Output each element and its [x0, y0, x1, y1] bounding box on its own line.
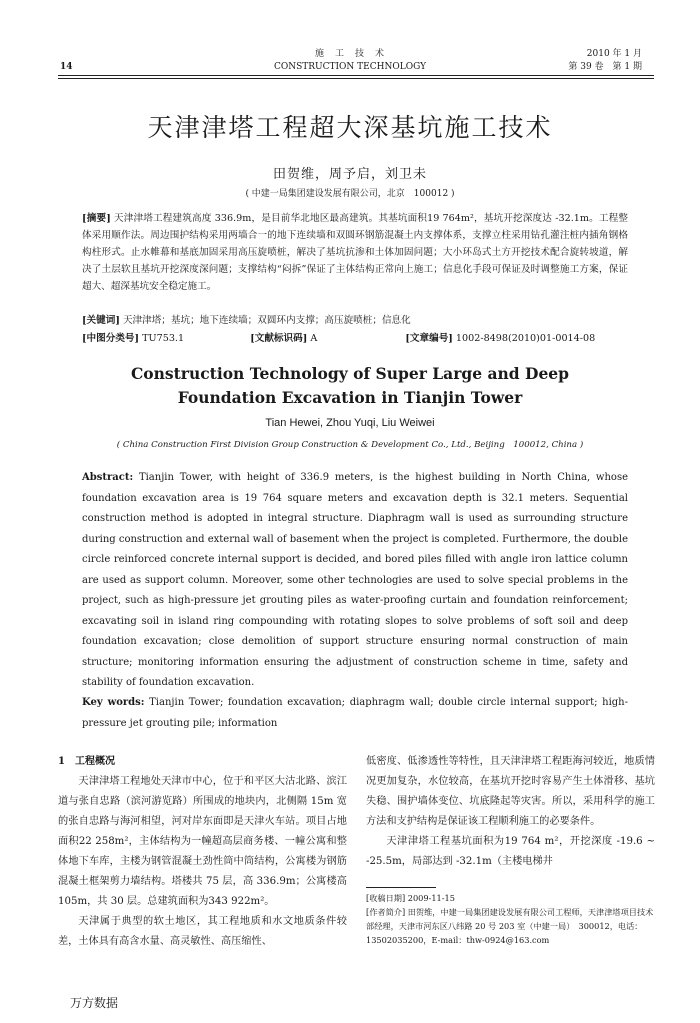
left-column — [58, 752, 347, 952]
keywords-zh-label: [关键词] — [82, 315, 120, 326]
footnote-received: [收稿日期] 2009-11-15 — [366, 893, 455, 903]
left-paragraph-2: 天津属于典型的软土地区，其工程地质和水文地质条件较差，土体具有高含水量、高灵敏性、高压缩性、 — [58, 916, 347, 947]
header-rule-thin — [58, 78, 654, 79]
authors-zh: 田贺维，周予启，刘卫未 — [272, 167, 427, 182]
doc-code-label: [文献标识码] — [250, 333, 308, 344]
watermark-text: 万方数据 — [70, 996, 119, 1010]
authors-en: Tian Hewei, Zhou Yuqi, Liu Weiwei — [265, 417, 435, 429]
right-column — [366, 752, 655, 872]
journal-name-en: CONSTRUCTION TECHNOLOGY — [273, 62, 427, 72]
abstract-en-text: Tianjin Tower, with height of 336.9 meters, is the highest building in North China, whose foundation excavation area is 19 764 square meters and excavation depth is 32.1 meters. Sequential construction method is adopted in integral structure. Diaphragm wall is used as surrounding structure during construction and external wall of basement when the project is completed. Furthermore, the double circle reinforced concrete internal support is decided, and bored piles filled with angle iron lattice column are used as support column. Moreover, some other technologies are used to solve special problems in the project, such as high-pressure jet grouting piles as water-proofing curtain and foundation reinforcement; excavating soil in island ring compounding with rotating slopes to solve problems of soft soil and deep foundation excavation; close demolition of support structure ensuring normal construction of main structure; monitoring information ensuring the adjustment of construction scheme in time, safety and stability of foundation excavation. — [82, 472, 628, 688]
keywords-zh-text: 天津津塔；基坑；地下连续墙；双圆环内支撑；高压旋喷桩；信息化 — [122, 315, 411, 326]
abstract-zh-label: [摘要] — [82, 213, 111, 224]
issue-volume: 第 39 卷 第 1 期 — [568, 62, 642, 72]
section-heading: 1 工程概况 — [58, 756, 115, 767]
abstract-zh-text: 天津津塔工程建筑高度 336.9m，是目前华北地区最高建筑。其基坑面积19 764m²，基坑开挖深度达 -32.1m。工程整体采用顺作法。周边围护结构采用两墙合一的地下连续墙和双圆环钢筋混凝土内支撑体系，支撑立柱采用钻孔灌注桩内插角钢格构柱形式。止水帷幕和基底加固采用高压旋喷桩，解决了基坑抗渗和土体加固问题；大小环岛式土方开挖技术配合旋转坡道，解决了土层软且基坑开挖深度深问题；支撑结构“闷拆”保证了主体结构正常向上施工；信息化手段可保证及时调整施工方案，保证超大、超深基坑安全稳定施工。 — [82, 213, 628, 292]
doc-code-value: A — [310, 333, 318, 344]
footnote-author-bio: [作者简介] 田贺维，中建一局集团建设发展有限公司工程师，天津津塔项目技术部经理，天津市河东区八纬路 20 号 203 室（中建一局） 300012，电话：13502035200，E-mail：thw-0924@163.com — [366, 907, 654, 945]
abstract-zh — [82, 210, 628, 295]
header-rule — [58, 75, 654, 76]
article-title-zh: 天津津塔工程超大深基坑施工技术 — [147, 113, 553, 142]
page-number: 14 — [60, 62, 73, 72]
abstract-en-label: Abstract: — [82, 472, 134, 483]
keywords-en-text: Tianjin Tower; foundation excavation; diaphragm wall; double circle internal support; high-pressure jet grouting pile; information — [82, 697, 628, 729]
affiliation-zh: ( 中建一局集团建设发展有限公司，北京 100012 ) — [245, 189, 455, 199]
clc-label: [中图分类号] — [82, 333, 140, 344]
left-paragraph-1: 天津津塔工程地处天津市中心，位于和平区大沽北路、滨江道与张自忠路（滨河游览路）所围成的地块内，北侧隔 15m 宽的张自忠路与海河相望，河对岸东面即是天津火车站。项目占地面积22 258m²，主体结构为一幢超高层商务楼、一幢公寓和整体地下车库，主楼为钢管混凝土劲性筒中筒结构，公寓楼为钢筋混凝土框架剪力墙结构。塔楼共 75 层，高 336.9m；公寓楼高 105m，共 30 层。总建筑面积为343 922m²。 — [58, 776, 347, 907]
article-title-en-line2: Foundation Excavation in Tianjin Tower — [177, 388, 523, 407]
footnote — [366, 891, 655, 947]
right-paragraph-1: 低密度、低渗透性等特性，且天津津塔工程距海河较近，地质情况更加复杂，水位较高，在基坑开挖时容易产生土体滑移、基坑失稳、围护墙体变位、坑底隆起等灾害。所以，采用科学的施工方法和支护结构是保证该工程顺利施工的必要条件。 — [366, 756, 655, 827]
footnote-rule — [366, 887, 436, 888]
right-paragraph-2: 天津津塔工程基坑面积为19 764 m²，开挖深度 -19.6 ~ -25.5m，局部达到 -32.1m（主楼电梯井 — [366, 836, 655, 867]
journal-name-zh: 施 工 技 术 — [314, 49, 385, 59]
article-title-en-line1: Construction Technology of Super Large and Deep — [130, 364, 570, 383]
clc-value: TU753.1 — [142, 333, 185, 344]
issue-date: 2010 年 1 月 — [586, 49, 642, 59]
abstract-en — [82, 468, 628, 694]
article-no-value: 1002-8498(2010)01-0014-08 — [455, 333, 596, 344]
classification-line — [82, 330, 628, 347]
affiliation-en: ( China Construction First Division Group Construction & Development Co., Ltd., Beijing 100012, China ) — [116, 440, 584, 450]
article-no-label: [文章编号] — [405, 333, 453, 344]
keywords-en — [82, 693, 628, 734]
keywords-en-label: Key words: — [82, 697, 145, 708]
keywords-zh — [82, 312, 628, 329]
